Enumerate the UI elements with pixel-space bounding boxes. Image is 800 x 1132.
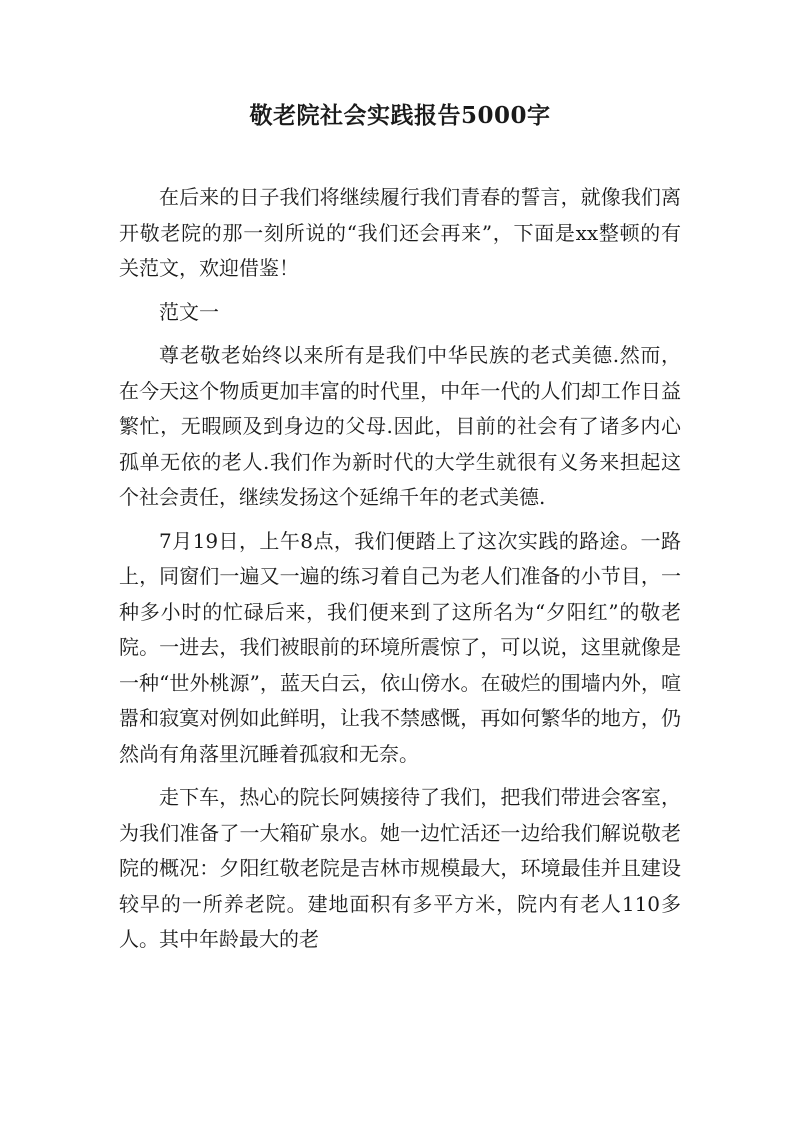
- paragraph-respect-elderly: 尊老敬老始终以来所有是我们中华民族的老式美德.然而，在今天这个物质更加丰富的时代里，中年一代的人们却工作日益繁忙，无暇顾及到身边的父母.因此，目前的社会有了诸多内心孤单无依的老人.我们作为新时代的大学生就很有义务来担起这个社会责任，继续发扬这个延绵千年的老式美德.: [119, 343, 681, 509]
- paragraph-intro: 在后来的日子我们将继续履行我们青春的誓言，就像我们离开敬老院的那一刻所说的“我们还会再来”，下面是xx整顿的有关范文，欢迎借鉴！: [119, 185, 681, 280]
- section-heading: 范文一: [159, 299, 219, 324]
- document-body: [119, 180, 681, 966]
- paragraph-arrival: 走下车，热心的院长阿姨接待了我们，把我们带进会客室，为我们准备了一大箱矿泉水。她一边忙活还一边给我们解说敬老院的概况：夕阳红敬老院是吉林市规模最大，环境最佳并且建设较早的一所养老院。建地面积有多平方米，院内有老人110多人。其中年龄最大的老: [119, 785, 681, 951]
- paragraph-journey: 7月19日，上午8点，我们便踏上了这次实践的路途。一路上，同窗们一遍又一遍的练习着自己为老人们准备的小节目，一种多小时的忙碌后来，我们便来到了这所名为“夕阳红”的敬老院。一进去，我们被眼前的环境所震惊了，可以说，这里就像是一种“世外桃源”，蓝天白云，依山傍水。在破烂的围墙内外，喧嚣和寂寞对例如此鲜明，让我不禁感慨，再如何繁华的地方，仍然尚有角落里沉睡着孤寂和无奈。: [119, 528, 681, 766]
- document-title: 敬老院社会实践报告5000字: [249, 102, 551, 129]
